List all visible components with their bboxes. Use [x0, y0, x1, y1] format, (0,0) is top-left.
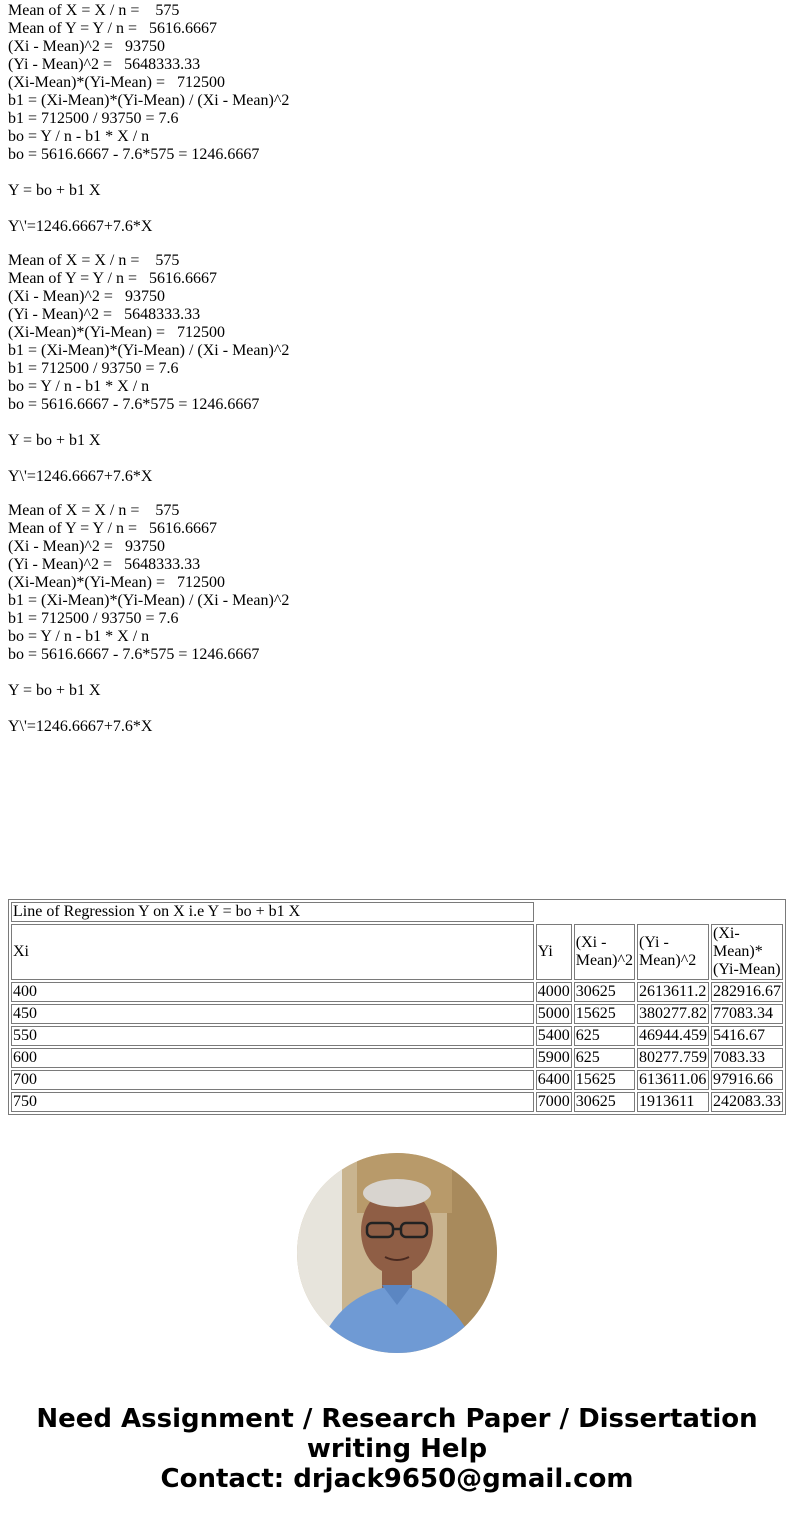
calc-line: Mean of Y = Y / n = 5616.6667	[8, 520, 217, 537]
calc-line: bo = 5616.6667 - 7.6*575 = 1246.6667	[8, 646, 260, 663]
regression-equation: Y = bo + b1 X	[8, 182, 101, 199]
table-cell: 30625	[574, 1092, 635, 1112]
calc-line: b1 = 712500 / 93750 = 7.6	[8, 610, 179, 627]
table-cell: 2613611.2	[637, 982, 709, 1002]
table-header-row	[11, 924, 783, 980]
table-cell: 80277.759	[639, 1049, 707, 1066]
table-cell: 700	[11, 1070, 534, 1090]
table-cell: 5000	[537, 1005, 570, 1022]
table-cell: 5416.67	[711, 1026, 783, 1046]
table-cell: 5900	[537, 1049, 570, 1066]
calc-line: (Yi - Mean)^2 = 5648333.33	[8, 306, 201, 323]
table-cell: 30625	[574, 982, 635, 1002]
table-cell: 600	[11, 1048, 534, 1068]
calc-line: bo = Y / n - b1 * X / n	[8, 378, 150, 395]
table-cell: 450	[11, 1004, 534, 1024]
table-cell: 613611.06	[637, 1070, 709, 1090]
calc-line: b1 = 712500 / 93750 = 7.6	[8, 360, 179, 377]
calc-line: (Xi - Mean)^2 = 93750	[8, 538, 165, 555]
table-row	[11, 1092, 783, 1112]
header-yi: Yi	[536, 924, 572, 980]
author-avatar	[297, 1153, 497, 1353]
table-cell: 4000	[537, 983, 570, 1000]
calc-line: bo = Y / n - b1 * X / n	[8, 128, 150, 145]
header-yi-mean-sq: (Yi - Mean)^2	[637, 924, 709, 980]
table-row	[11, 1004, 783, 1024]
calc-line: bo = Y / n - b1 * X / n	[8, 628, 150, 645]
regression-result: Y\'=1246.6667+7.6*X	[8, 218, 153, 235]
calc-line: (Xi - Mean)^2 = 93750	[8, 288, 165, 305]
table-cell: 1913611	[637, 1092, 709, 1112]
calc-line: (Yi - Mean)^2 = 5648333.33	[8, 56, 201, 73]
table-cell: 97916.66	[711, 1070, 783, 1090]
regression-result: Y\'=1246.6667+7.6*X	[8, 718, 153, 735]
calc-line: Mean of X = X / n = 575	[8, 252, 180, 269]
regression-table	[8, 899, 786, 1115]
calc-line: (Xi - Mean)^2 = 93750	[8, 38, 165, 55]
table-cell: 6400	[537, 1071, 570, 1088]
header-product: (Xi- Mean)* (Yi-Mean)	[711, 924, 783, 980]
calc-line: (Xi-Mean)*(Yi-Mean) = 712500	[8, 324, 225, 341]
regression-equation: Y = bo + b1 X	[8, 432, 101, 449]
calc-line: b1 = (Xi-Mean)*(Yi-Mean) / (Xi - Mean)^2	[8, 92, 290, 109]
table-row	[11, 982, 783, 1002]
table-row	[11, 1070, 783, 1090]
calc-line: Mean of Y = Y / n = 5616.6667	[8, 270, 217, 287]
portrait-image	[297, 1153, 497, 1353]
table-cell: 282916.67	[713, 983, 781, 1000]
calc-line: bo = 5616.6667 - 7.6*575 = 1246.6667	[8, 146, 260, 163]
cta-line-2: writing Help	[306, 1434, 488, 1464]
table-cell: 46944.459	[639, 1027, 707, 1044]
table-cell: 77083.34	[711, 1004, 783, 1024]
table-cell: 7083.33	[711, 1048, 783, 1068]
table-cell: 242083.33	[713, 1093, 781, 1110]
table-cell: 625	[574, 1048, 635, 1068]
cta-line-1: Need Assignment / Research Paper / Dissertation	[36, 1404, 758, 1434]
table-cell: 15625	[574, 1004, 635, 1024]
cta-line-3: Contact: drjack9650@gmail.com	[160, 1464, 634, 1494]
table-cell: 400	[11, 982, 534, 1002]
calc-line: Mean of X = X / n = 575	[8, 502, 180, 519]
table-cell: 5400	[537, 1027, 570, 1044]
calc-line: (Yi - Mean)^2 = 5648333.33	[8, 556, 201, 573]
table-cell: 7000	[537, 1093, 570, 1110]
calc-line: Mean of Y = Y / n = 5616.6667	[8, 20, 217, 37]
calc-line: b1 = (Xi-Mean)*(Yi-Mean) / (Xi - Mean)^2	[8, 342, 290, 359]
table-title: Line of Regression Y on X i.e Y = bo + b1 X	[11, 902, 534, 922]
header-xi: Xi	[11, 924, 534, 980]
calc-line: (Xi-Mean)*(Yi-Mean) = 712500	[8, 74, 225, 91]
table-row	[11, 1048, 783, 1068]
calc-line: bo = 5616.6667 - 7.6*575 = 1246.6667	[8, 396, 260, 413]
table-cell: 625	[574, 1026, 635, 1046]
calc-line: (Xi-Mean)*(Yi-Mean) = 712500	[8, 574, 225, 591]
table-row	[11, 1026, 783, 1046]
calc-line: b1 = 712500 / 93750 = 7.6	[8, 110, 179, 127]
calc-line: b1 = (Xi-Mean)*(Yi-Mean) / (Xi - Mean)^2	[8, 592, 290, 609]
table-cell: 750	[11, 1092, 534, 1112]
table-title-spacer	[536, 902, 783, 922]
table-cell: 380277.82	[639, 1005, 707, 1022]
regression-result: Y\'=1246.6667+7.6*X	[8, 468, 153, 485]
table-cell: 550	[11, 1026, 534, 1046]
table-cell: 15625	[574, 1070, 635, 1090]
header-xi-mean-sq: (Xi - Mean)^2	[574, 924, 635, 980]
calc-line: Mean of X = X / n = 575	[8, 2, 180, 19]
regression-equation: Y = bo + b1 X	[8, 682, 101, 699]
